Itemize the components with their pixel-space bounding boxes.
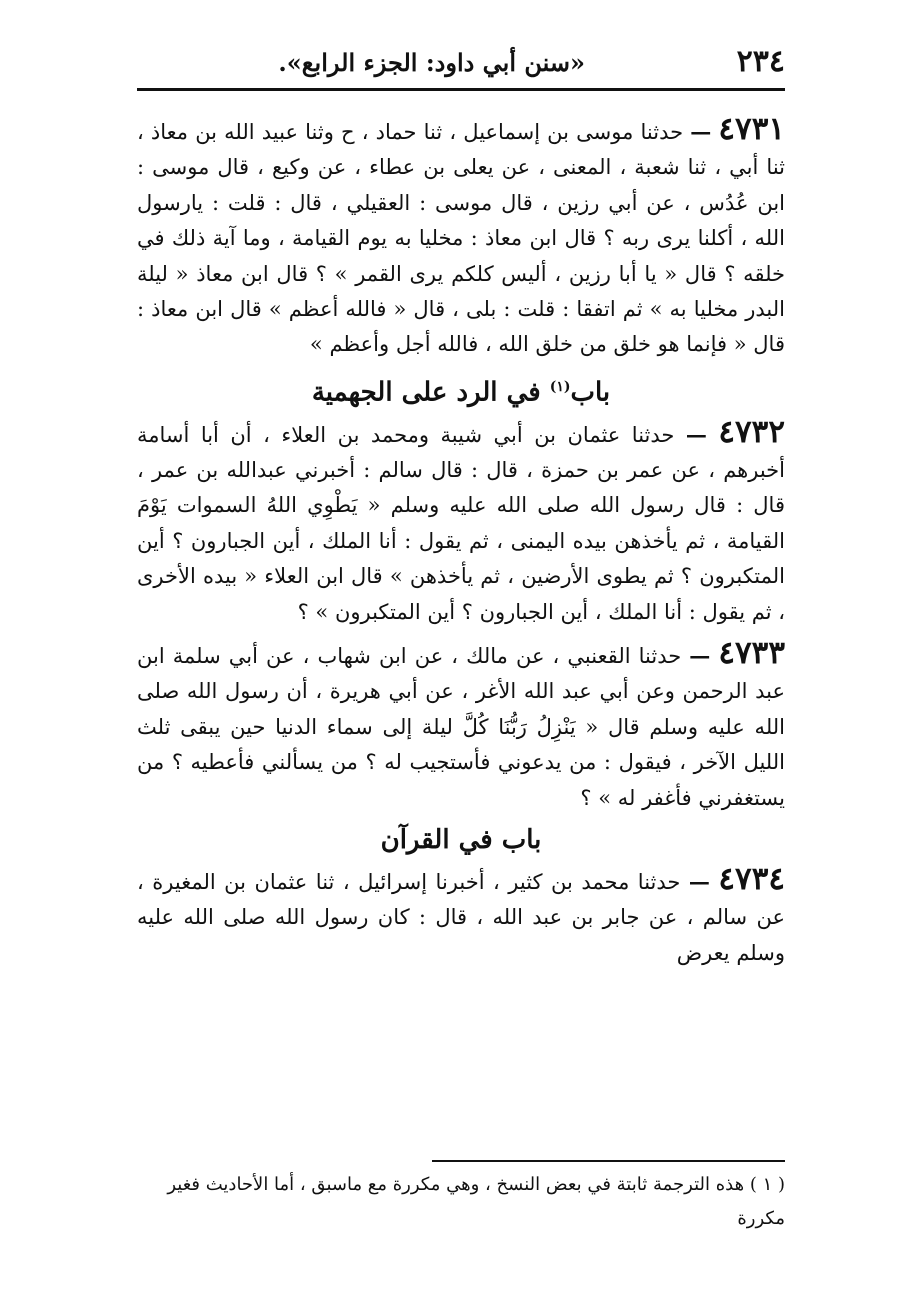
footnote-text: هذه الترجمة ثابتة في بعض النسخ ، وهي مكررة مع ماسبق ، أما الأحاديث فغير مكررة [167, 1174, 785, 1229]
hadith-dash: — [690, 119, 712, 144]
hadith-text: حدثنا موسى بن إسماعيل ، ثنا حماد ، ح وثنا عبيد الله بن معاذ ، ثنا أبي ، ثنا شعبة ، المعنى ، عن يعلى بن عطاء ، عن وكيع ، قال موسى : ابن عُدُس ، عن أبي رزين ، قال موسى : العقيلي ، قال : قلت : يارسول الله ، أكلنا يرى ربه ؟ قال ابن معاذ : مخليا به يوم القيامة ، وما آية ذلك في خلقه ؟ قال « يا أبا رزين ، أليس كلكم يرى القمر » ؟ قال ابن معاذ « ليلة البدر مخليا به » ثم اتفقا : قلت : بلى ، قال « فالله أعظم » قال ابن معاذ : قال « فإنما هو خلق من خلق الله ، فالله أجل وأعظم » [137, 120, 785, 357]
footnotes [137, 1168, 785, 1236]
hadith-number: ٤٧٣٣ [718, 634, 785, 671]
hadith-number: ٤٧٣١ [718, 111, 785, 147]
footnote-marker: ( ١ ) [749, 1174, 785, 1195]
hadith-text: حدثنا محمد بن كثير ، أخبرنا إسرائيل ، ثنا عثمان بن المغيرة ، عن سالم ، عن جابر بن عبد الله ، قال : كان رسول الله صلى الله عليه وسلم يعرض [137, 869, 785, 965]
hadith-dash: — [685, 421, 707, 447]
section-title-quran: باب في القرآن [380, 824, 542, 855]
footnote-rule [432, 1160, 785, 1162]
hadith-4734 [137, 862, 785, 971]
hadith-text: حدثنا عثمان بن أبي شيبة ومحمد بن العلاء ، أن أبا أسامة أخبرهم ، عن عمر بن حمزة ، قال : قال سالم : أخبرني عبدالله بن عمر ، قال : قال رسول الله صلى الله عليه وسلم « يَطْوِي اللهُ السموات يَوْمَ القيامة ، ثم يأخذهن بيده اليمنى ، ثم يقول : أنا الملك ، أين الجبارون ؟ أين المتكبرون ؟ ثم يطوى الأرضين ، ثم يأخذهن » قال ابن العلاء « بيده الأخرى ، ثم يقول : أنا الملك ، أين الجبارون ؟ أين المتكبرون » ؟ [137, 422, 785, 624]
section-title-rest: في الرد على الجهمية [311, 377, 541, 408]
section-title-jahmiyya [137, 367, 785, 413]
hadith-number: ٤٧٣٢ [718, 413, 785, 450]
hadith-4732 [137, 415, 785, 630]
page-header [137, 44, 785, 84]
footnote-reference: (١) [549, 378, 571, 395]
main-text [137, 112, 785, 971]
hadith-number: ٤٧٣٤ [718, 860, 786, 897]
hadith-4733 [137, 636, 785, 816]
hadith-dash: — [688, 868, 710, 894]
header-rule [137, 88, 785, 91]
hadith-4731 [137, 112, 785, 363]
hadith-dash: — [689, 642, 711, 668]
hadith-text: حدثنا القعنبي ، عن مالك ، عن ابن شهاب ، عن أبي سلمة ابن عبد الرحمن وعن أبي عبد الله الأغر ، عن أبي هريرة ، أن رسول الله صلى الله عليه وسلم قال « يَنْزِلُ رَبُّنَا كُلَّ ليلة إلى سماء الدنيا حين يبقى ثلث الليل الآخر ، فيقول : من يدعوني فأستجيب له ؟ من يسألني فأعطيه ؟ من يستغفرني فأغفر له » ؟ [137, 643, 785, 810]
section-title-word: باب [570, 377, 611, 408]
page-number: ٢٣٤ [736, 44, 785, 79]
running-title: «سنن أبي داود: الجزء الرابع». [278, 48, 585, 77]
